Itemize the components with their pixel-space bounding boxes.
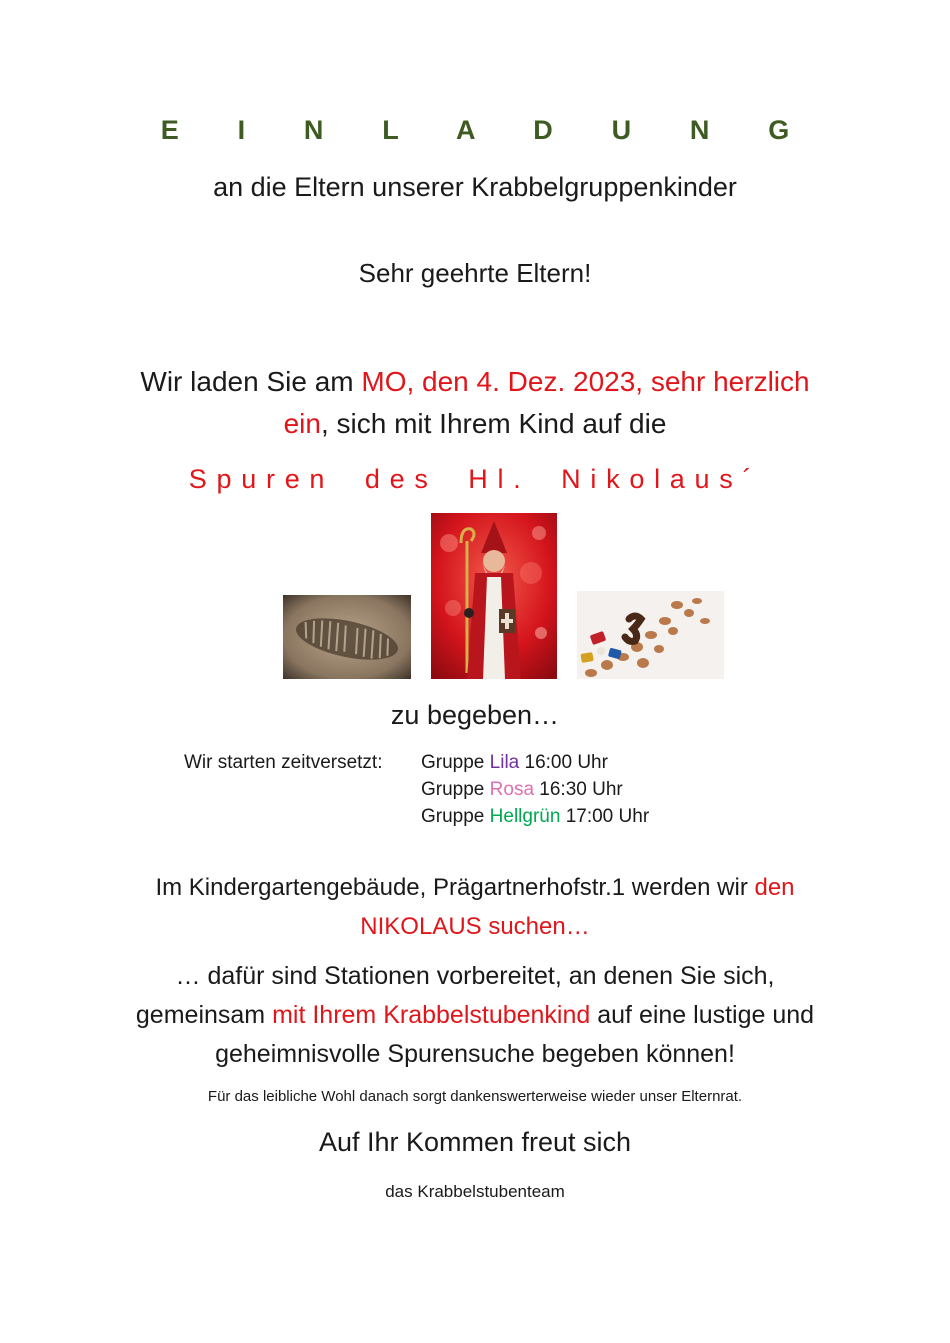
nikolaus-figure-photo (431, 513, 557, 679)
nikolaus-sweets-photo (577, 591, 724, 679)
stations-text-a: gemeinsam (135, 1001, 273, 1029)
stations-line-1: … dafür sind Stationen vorbereitet, an denen Sie sich, (175, 962, 775, 990)
begeben-line: zu begeben… (390, 700, 560, 730)
signature: das Krabbelstubenteam (385, 1182, 565, 1201)
group-name-rosa: Rosa (489, 779, 535, 800)
stations-line-3: geheimnisvolle Spurensuche begeben können! (215, 1040, 735, 1068)
schedule-row-hellgruen (421, 806, 649, 828)
location-text: Im Kindergartengebäude, Prägartnerhofstr.1 werden wir (155, 874, 755, 901)
group-name-lila: Lila (489, 752, 520, 773)
schedule-row-time: 16:30 Uhr (534, 779, 623, 800)
invitation-subtitle: an die Eltern unserer Krabbelgruppenkinder (213, 172, 737, 202)
schedule-label: Wir starten zeitversetzt: (184, 752, 383, 773)
greeting: Sehr geehrte Eltern! (358, 258, 592, 288)
group-name-hellgruen: Hellgrün (489, 806, 561, 827)
location-line-1 (0, 874, 950, 902)
schedule-row-prefix: Gruppe (421, 752, 490, 773)
schedule-row-lila (421, 752, 608, 774)
schedule-row-time: 16:00 Uhr (519, 752, 608, 773)
catering-note: Für das leibliche Wohl danach sorgt dankenswerterweise wieder unser Elternrat. (207, 1088, 743, 1105)
nikolaus-trail-heading: Spuren des Hl. Nikolaus´ (188, 464, 762, 494)
footprint-photo (283, 595, 411, 679)
invite-line-1-text: Wir laden Sie am (140, 366, 362, 397)
invitation-title: E I N L A D U N G (160, 115, 815, 145)
schedule-row-prefix: Gruppe (421, 806, 490, 827)
schedule-row-time: 17:00 Uhr (560, 806, 650, 827)
invite-date-highlight: MO, den 4. Dez. 2023, sehr herzlich (361, 366, 810, 397)
closing-line: Auf Ihr Kommen freut sich (318, 1127, 632, 1157)
stations-highlight: mit Ihrem Krabbelstubenkind (272, 1001, 591, 1029)
invite-ein-highlight: ein (283, 408, 321, 439)
stations-text-c: auf eine lustige und (590, 1001, 815, 1029)
stations-line-2 (0, 1001, 950, 1030)
location-line-2: NIKOLAUS suchen… (360, 913, 590, 940)
schedule-row-prefix: Gruppe (421, 779, 490, 800)
schedule-row-rosa (421, 779, 623, 801)
invite-line-1 (0, 366, 950, 398)
invite-line-2-text: , sich mit Ihrem Kind auf die (320, 408, 667, 439)
location-den-highlight: den (754, 874, 795, 901)
invite-line-2 (0, 408, 950, 440)
